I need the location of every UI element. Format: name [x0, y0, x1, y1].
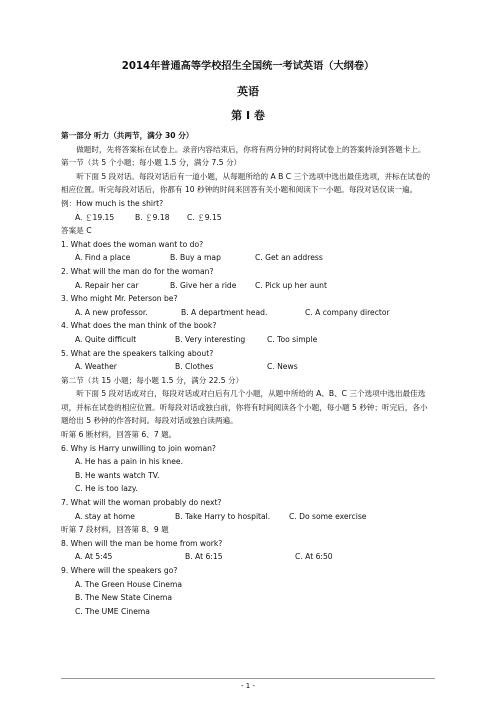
- option-a: A. He has a pain in his knee.: [75, 457, 183, 467]
- option-c: C. At 6:50: [295, 552, 333, 562]
- question-4-options: [61, 333, 435, 347]
- option-a: A. Find a place: [75, 253, 131, 263]
- option-b: B. At 6:15: [185, 552, 223, 562]
- option-b: B. Very interesting: [175, 334, 246, 344]
- option-a: A. At 5:45: [75, 552, 113, 562]
- option-c: C. Too simple: [267, 334, 318, 344]
- volume-heading: 第 I 卷: [231, 109, 265, 122]
- question-7-options: [61, 510, 435, 524]
- exam-title: 2014年普通高等学校招生全国统一考试英语（大纲卷）: [121, 61, 375, 72]
- section1-instructions: 听下面 5 段对话。每段对话后有一道小题，从每题所给的 A B C 三个选项中选出最佳选项，并标在试卷的相应位置。听完每段对话后，你都有 10 秒钟的时间来回答有关小题和阅读下一小题。每段对话仅读一遍。: [61, 171, 431, 195]
- question-4: 4. What does the man think of the book?: [61, 321, 217, 331]
- option-c: C. News: [267, 362, 298, 372]
- option-b: B. Give her a ride: [170, 280, 237, 290]
- question-7: 7. What will the woman probably do next?: [61, 498, 222, 508]
- question-9: 9. Where will the speakers go?: [61, 566, 178, 575]
- option-b: B. Buy a map: [170, 253, 221, 263]
- option-c: C. Do some exercise: [289, 511, 367, 521]
- question-3: 3. Who might Mr. Peterson be?: [61, 294, 178, 304]
- part1-intro: 做题时，先将答案标在试卷上。录音内容结束后，你将有两分钟的时间将试卷上的答案转涂到答题卡上。: [76, 144, 426, 154]
- option-c: C. The UME Cinema: [75, 606, 150, 616]
- question-2-options: [61, 279, 435, 293]
- example-answer: 答案是 C: [61, 226, 92, 236]
- question-1-options: [61, 251, 435, 265]
- part1-heading: 第一部分 听力（共两节，满分 30 分）: [61, 131, 194, 140]
- section2-heading: 第二节（共 15 小题；每小题 1.5 分，满分 22.5 分）: [61, 375, 244, 385]
- question-2: 2. What will the man do for the woman?: [61, 266, 214, 276]
- example-options: [61, 211, 435, 225]
- option-a: A. Quite difficult: [75, 334, 137, 344]
- option-b: B. He wants watch TV.: [75, 470, 160, 480]
- question-6: 6. Why is Harry unwilling to join woman?: [61, 443, 216, 453]
- option-b: B. A department head.: [181, 307, 268, 317]
- option-a: A. The Green House Cinema: [75, 579, 182, 589]
- document-body: [61, 60, 435, 618]
- option-b: B. The New State Cinema: [75, 593, 173, 603]
- question-5-options: [61, 360, 435, 374]
- example-option-b: B. ￡9.18: [135, 212, 170, 222]
- section2-instructions: 听下面 5 段对话或对白，每段对话或对白后有几个小题，从题中所给的 A、B、C 三个选项中选出最佳选项，并标在试卷的相应位置。听每段对话或独白前，你将有时间阅读各个小题，每小题 5 秒钟；听完后，各小题给出 5 秒钟的作答时间。每段对话或独白读两遍。: [61, 389, 428, 426]
- example-question: 例：How much is the shirt?: [61, 198, 164, 208]
- option-c: C. Get an address: [255, 253, 323, 263]
- question-1: 1. What does the woman want to do?: [61, 239, 204, 249]
- option-b: B. Take Harry to hospital.: [175, 511, 271, 521]
- option-a: A. Repair her car: [75, 280, 139, 290]
- question-8-options: [61, 550, 435, 564]
- page-number: - 1 -: [241, 682, 255, 690]
- question-3-options: [61, 306, 435, 320]
- material-6-note: 听第 6 断材料，回答第 6、7 题。: [61, 430, 177, 440]
- material-7-note: 听第 7 段材料，回答第 8、9 题: [61, 525, 169, 535]
- option-a: A. stay at home: [75, 511, 135, 521]
- question-9-options: [61, 578, 435, 619]
- example-option-a: A. ￡19.15: [75, 212, 115, 222]
- example-option-c: C. ￡9.15: [187, 212, 222, 222]
- question-5: 5. What are the speakers talking about?: [61, 348, 214, 358]
- option-a: A. Weather: [75, 362, 117, 372]
- option-c: C. A company director: [305, 307, 390, 317]
- question-8: 8. When will the man be home from work?: [61, 538, 223, 548]
- option-b: B. Clothes: [175, 362, 214, 372]
- question-6-options: [61, 455, 435, 496]
- option-a: A. A new professor.: [75, 307, 148, 317]
- section1-heading: 第一节（共 5 个小题；每小题 1.5 分，满分 7.5 分）: [61, 158, 242, 168]
- footer-divider: [61, 678, 435, 679]
- subject-heading: 英语: [237, 85, 259, 98]
- option-c: C. He is too lazy.: [75, 484, 138, 494]
- option-c: C. Pick up her aunt: [255, 280, 327, 290]
